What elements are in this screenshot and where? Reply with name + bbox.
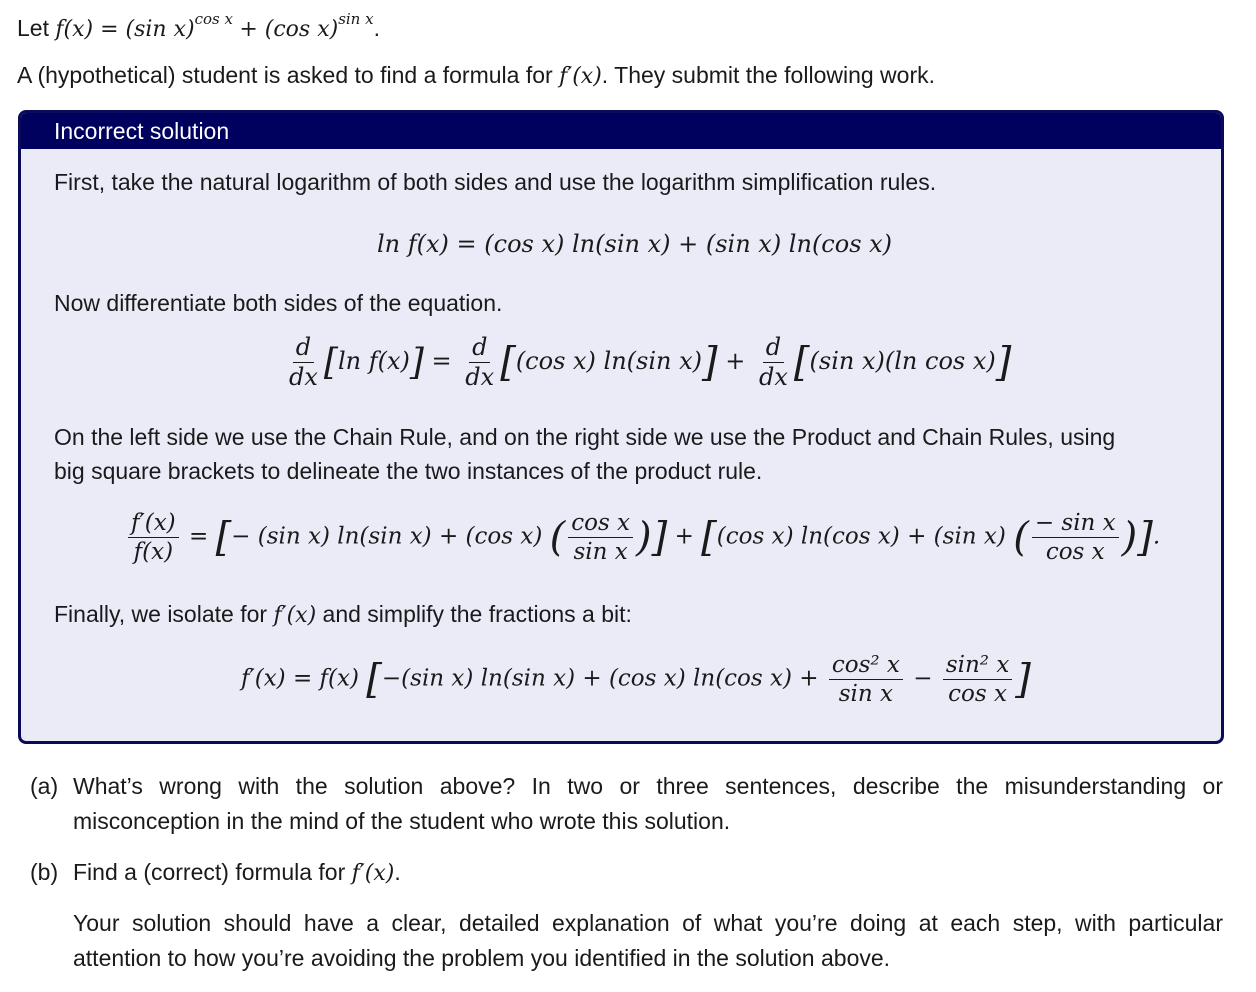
question-b-para-line1: Your solution should have a clear, detailed explanation of what you’re doing at each step, with particular [73, 910, 1223, 936]
eq3-part-1: − (sin x) ln(sin x) + (cos x) [231, 523, 543, 550]
eq2-derivative-op-2: $\frac{d}{dx}$ [465, 333, 495, 392]
equation-2: $\frac{d}{dx}$ [ln f(x)] = $\frac{d}{dx}$ [(cos x) ln(sin x)] + $\frac{d}{dx}$ [(sin x)(ln cos x)] [283, 335, 1011, 390]
equation-4: f′(x) = f(x) [−(sin x) ln(sin x) + (cos x) ln(cos x) + $\frac{\text{cos² x}}{\text{sin x}}$ − $\frac{\text{sin² x}}{\text{cos x}}$ ] [241, 652, 1031, 708]
question-a-line1: What’s wrong with the solution above? In two or three sentences, describe the misunderstanding or [73, 773, 1223, 799]
step4-text-b: and simplify the fractions a bit: [322, 601, 632, 627]
eq4-lhs: f′(x) = f(x) [241, 665, 359, 692]
question-b-para-line2: attention to how you’re avoiding the problem you identified in the solution above. [73, 945, 891, 971]
definition-lhs: f(x) = (sin x) [55, 17, 195, 42]
definition-period: . [373, 15, 380, 41]
eq3-fraction-2: $\frac{\text{− sin x}}{\text{cos x}}$ [1032, 511, 1119, 564]
step2-text: Now differentiate both sides of the equation. [54, 290, 503, 316]
eq2-term-2: (sin x)(ln cos x) [809, 347, 996, 376]
question-a-label: (a) [30, 773, 59, 799]
solution-box-title: Incorrect solution [54, 118, 230, 144]
question-b-period: . [394, 859, 401, 885]
step4-text-a: Finally, we isolate for [54, 601, 268, 627]
equation-3: $\frac{f'(x)}{f(x)}$ = [− (sin x) ln(sin x) + (cos x) ( $\frac{\text{cos x}}{\text{sin x}}$ )] + [(cos x) ln(cos x) + (sin x) ( $\frac{\text{− sin x}}{\text{cos x}}$ )]. [125, 511, 1160, 564]
exponent-sin: sin x [338, 10, 374, 28]
question-b-label: (b) [30, 859, 59, 885]
eq2-lhs-inner: ln f(x) [337, 347, 410, 376]
let-word: Let [17, 15, 49, 41]
exponent-cos: cos x [194, 10, 233, 28]
eq2-derivative-op-1: $\frac{d}{dx}$ [289, 333, 318, 392]
question-a-line2: misconception in the mind of the student who wrote this solution. [73, 808, 731, 834]
task-text-b: . They submit the following work. [601, 62, 936, 88]
incorrect-solution-box [18, 110, 1224, 744]
eq4-body: −(sin x) ln(sin x) + (cos x) ln(cos x) + [381, 665, 819, 692]
question-b [30, 854, 58, 890]
equation-1: ln f(x) = (cos x) ln(sin x) + (sin x) ln(cos x) [377, 230, 893, 258]
task-statement [17, 62, 935, 89]
definition-plus-term: + (cos x) [239, 17, 339, 42]
eq2-derivative-op-3: $\frac{d}{dx}$ [759, 333, 788, 392]
step3-text-line2: big square brackets to delineate the two instances of the product rule. [54, 458, 763, 484]
step4-fprime: f′(x) [273, 603, 317, 628]
task-text-a: A (hypothetical) student is asked to find a formula for [17, 62, 553, 88]
solution-box-header [21, 113, 1221, 149]
step3-text-line1: On the left side we use the Chain Rule, and on the right side we use the Product and Chain Rules, using [54, 424, 1116, 450]
eq4-fraction-2: $\frac{\text{sin² x}}{\text{cos x}}$ [943, 653, 1012, 706]
eq2-term-1: (cos x) ln(sin x) [515, 347, 703, 376]
question-b-fprime: f′(x) [351, 861, 395, 886]
step1-text: First, take the natural logarithm of both sides and use the logarithm simplification rules. [54, 169, 937, 195]
eq3-lhs-fraction: $\frac{f'(x)}{f(x)}$ [128, 511, 179, 564]
step4-text [54, 601, 632, 628]
question-b-text-a: Find a (correct) formula for [73, 859, 346, 885]
question-b-text [73, 854, 401, 892]
eq4-fraction-1: $\frac{\text{cos² x}}{\text{sin x}}$ [829, 653, 903, 706]
task-fprime: f′(x) [559, 64, 602, 89]
function-definition [17, 10, 380, 42]
eq3-fraction-1: $\frac{\text{cos x}}{\text{sin x}}$ [568, 511, 633, 564]
eq3-part-2: (cos x) ln(cos x) + (sin x) [716, 523, 1006, 550]
